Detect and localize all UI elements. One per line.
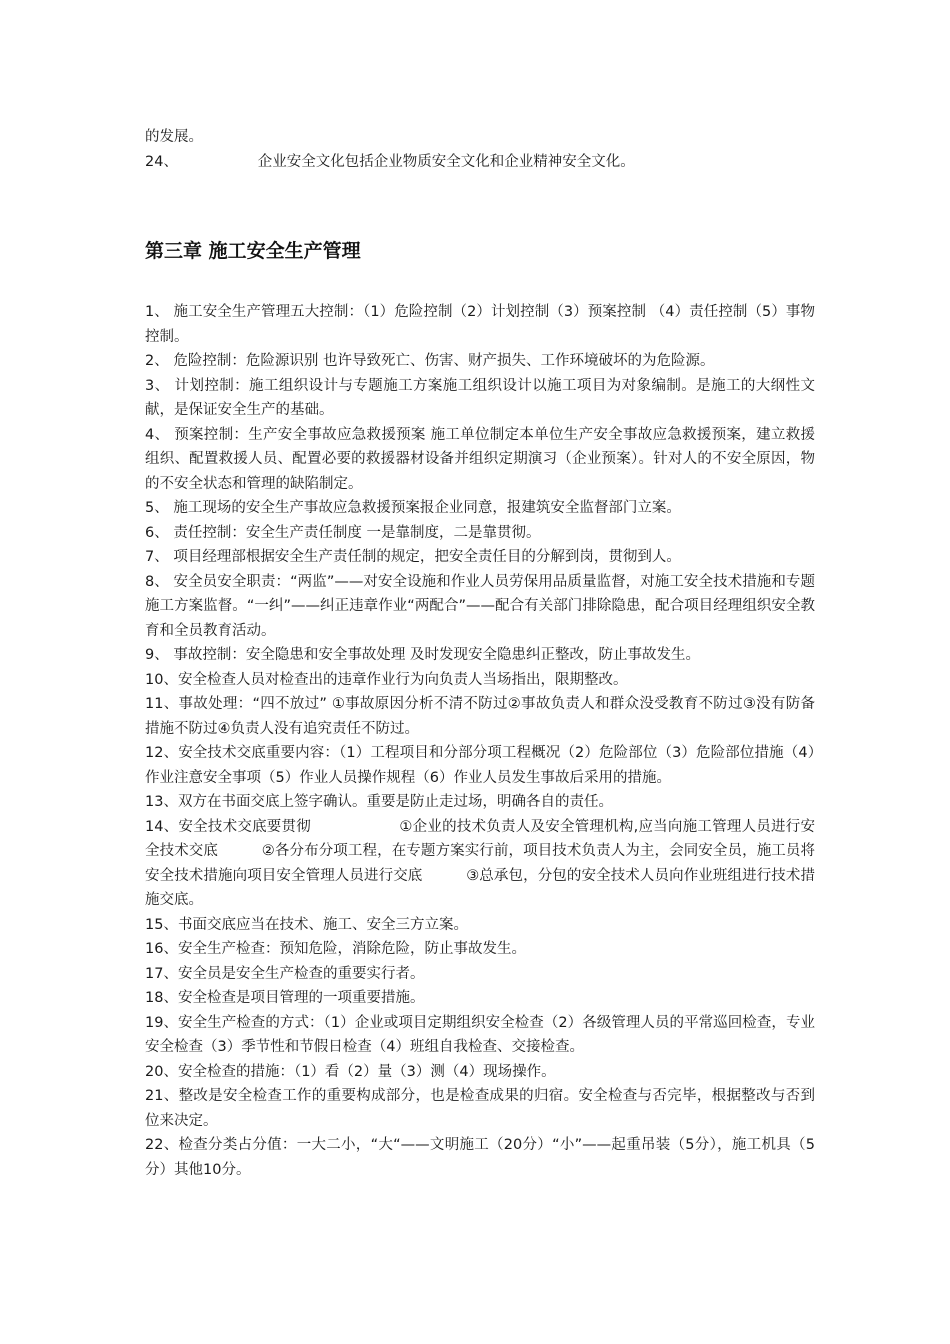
list-item: 5、 施工现场的安全生产事故应急救援预案报企业同意，报建筑安全监督部门立案。 [145, 500, 681, 516]
list-item: 12、安全技术交底重要内容：（1）工程项目和分部分项工程概况（2）危险部位（3）危险部位措施（4）作业注意安全事项（5）作业人员操作规程（6）作业人员发生事故后采用的措施。 [145, 745, 815, 786]
list-item: 9、 事故控制：安全隐患和安全事故处理 及时发现安全隐患纠正整改，防止事故发生。 [145, 647, 700, 663]
list-item: 11、事故处理：“四不放过” ①事故原因分析不清不防过②事故负责人和群众没受教育不防过③没有防备措施不防过④负责人没有追究责任不防过。 [145, 696, 815, 737]
list-item: 15、书面交底应当在技术、施工、安全三方立案。 [145, 916, 468, 933]
previous-section-tail [145, 125, 815, 174]
list-item: 2、 危险控制：危险源识别 也许导致死亡、伤害、财产损失、工作环境破坏的为危险源。 [145, 353, 715, 369]
list-item: 14、安全技术交底要贯彻 ①企业的技术负责人及安全管理机构,应当向施工管理人员进行安全技术交底 ②各分布分项工程，在专题方案实行前，项目技术负责人为主，会同安全员，施工员将安全技术措施向项目安全管理人员进行交底 ③总承包，分包的安全技术人员向作业班组进行技术措施交底。 [145, 818, 815, 908]
paragraph: 的发展。 [145, 129, 203, 145]
list-item: 22、检查分类占分值：一大二小，“大“——文明施工（20分）“小”——起重吊装（5分），施工机具（5分）其他10分。 [145, 1137, 815, 1178]
chapter-heading: 第三章 施工安全生产管理 [145, 240, 361, 262]
chapter-item-list [145, 300, 815, 1182]
list-item: 4、 预案控制：生产安全事故应急救援预案 施工单位制定本单位生产安全事故应急救援预案，建立救援组织、配置救援人员、配置必要的救援器材设备并组织定期演习（企业预案）。针对人的不安全原因，物的不安全状态和管理的缺陷制定。 [145, 426, 815, 492]
list-item: 6、 责任控制：安全生产责任制度 一是靠制度，二是靠贯彻。 [145, 524, 541, 541]
list-item: 13、双方在书面交底上签字确认。重要是防止走过场，明确各自的责任。 [145, 794, 613, 810]
list-item: 1、 施工安全生产管理五大控制：（1）危险控制（2）计划控制（3）预案控制 （4）责任控制（5）事物控制。 [145, 304, 815, 345]
paragraph: 24、 企业安全文化包括企业物质安全文化和企业精神安全文化。 [145, 153, 635, 170]
list-item: 10、安全检查人员对检查出的违章作业行为向负责人当场指出，限期整改。 [145, 671, 628, 688]
list-item: 21、整改是安全检查工作的重要构成部分，也是检查成果的归宿。安全检查与否完毕，根据整改与否到位来决定。 [145, 1088, 815, 1129]
list-item: 16、安全生产检查：预知危险，消除危险，防止事故发生。 [145, 941, 526, 957]
list-item: 17、安全员是安全生产检查的重要实行者。 [145, 965, 425, 982]
list-item: 18、安全检查是项目管理的一项重要措施。 [145, 990, 425, 1006]
list-item: 3、 计划控制：施工组织设计与专题施工方案施工组织设计以施工项目为对象编制。是施工的大纲性文献，是保证安全生产的基础。 [145, 377, 815, 418]
list-item: 19、安全生产检查的方式：（1）企业或项目定期组织安全检查（2）各级管理人员的平常巡回检查，专业安全检查（3）季节性和节假日检查（4）班组自我检查、交接检查。 [145, 1014, 815, 1055]
list-item: 7、 项目经理部根据安全生产责任制的规定，把安全责任目的分解到岗，贯彻到人。 [145, 549, 681, 565]
list-item: 20、安全检查的措施：（1）看（2）量（3）测（4）现场操作。 [145, 1063, 556, 1080]
list-item: 8、 安全员安全职责：“两监”——对安全设施和作业人员劳保用品质量监督，对施工安全技术措施和专题施工方案监督。“一纠”——纠正违章作业“两配合”——配合有关部门排除隐患，配合项目经理组织安全教育和全员教育活动。 [145, 573, 815, 639]
